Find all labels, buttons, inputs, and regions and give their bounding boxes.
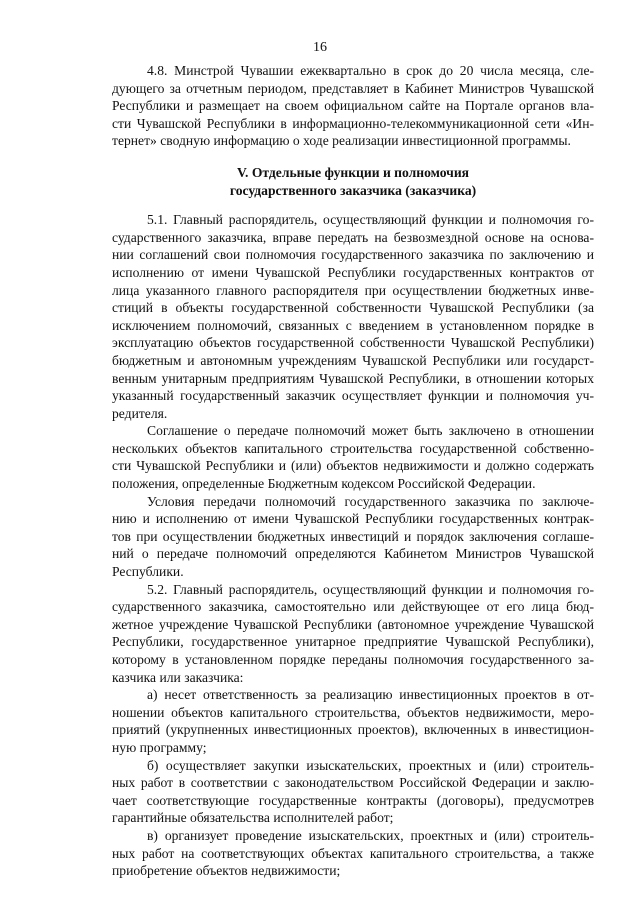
list-item-v — [112, 827, 594, 880]
paragraph-5-2 — [112, 581, 594, 687]
text-line: 4.8. Минстрой Чувашии ежеквартально в срок до 20 числа месяца, сле- — [147, 63, 594, 78]
text-line: редителя. — [112, 405, 168, 421]
text-line: приобретение объектов недвижимости; — [112, 863, 341, 879]
text-line: сударственного заказчика, вправе передать на безвозмездной основе на основа- — [112, 229, 594, 245]
text-line: исключением полномочий, связанных с введением в установленном порядке в — [112, 317, 594, 333]
text-line: Республики и размещает на своем официальном сайте на Портале органов вла- — [112, 98, 594, 114]
text-line: приятий (укрупненных инвестиционных проектов), включенных в инвестицион- — [112, 722, 594, 738]
text-line: сударственного заказчика, самостоятельно или действующее от его лица бюд- — [112, 599, 594, 615]
text-line: нескольких объектов капитального строительства государственной собственно- — [112, 440, 594, 456]
document-body — [112, 62, 594, 880]
text-line: б) осуществляет закупки изыскательских, проектных и (или) строитель- — [147, 757, 594, 773]
text-line: жетное учреждение Чувашской Республики (автономное учреждение Чувашской — [112, 616, 594, 632]
text-line: а) несет ответственность за реализацию инвестиционных проектов в от- — [147, 687, 594, 703]
paragraph-agreement — [112, 422, 594, 492]
text-line: государственного заказчика (заказчика) — [229, 182, 477, 198]
text-line: эксплуатацию объектов государственной собственности Чувашской Республики) — [112, 335, 594, 351]
text-line: сти Чувашской Республики в информационно-телекоммуникационной сети «Ин- — [112, 115, 594, 131]
text-line: дующего за отчетным периодом, представляет в Кабинет Министров Чувашской — [112, 80, 594, 96]
paragraph-4-8 — [112, 62, 594, 150]
text-line: ную программу; — [112, 739, 207, 755]
paragraph-conditions — [112, 493, 594, 581]
text-line: казчика или заказчика: — [112, 669, 244, 685]
text-line: нии соглашений свои полномочия государственного заказчика по заключению и — [112, 247, 594, 263]
text-line: чает соответствующие государственные контракты (договоры), предусмотрев — [112, 792, 594, 808]
text-line: исполнению от имени Чувашской Республики государственных контрактов от — [112, 264, 594, 280]
list-item-b — [112, 757, 594, 827]
text-line: тов при осуществлении бюджетных инвестиций и порядок заключения соглаше- — [112, 528, 594, 544]
text-line: ношении объектов капитального строительства, объектов недвижимости, меро- — [112, 704, 594, 720]
section-heading — [112, 164, 594, 199]
text-line: положения, определенные Бюджетным кодексом Российской Федерации. — [112, 476, 536, 492]
text-line: лица указанного главного распорядителя при осуществлении бюджетных инве- — [112, 282, 594, 298]
text-line: указанный государственный заказчик осуществляет функции и полномочия уч- — [112, 388, 594, 404]
text-line: гарантийные обязательства исполнителей работ; — [112, 810, 394, 826]
list-item-a — [112, 686, 594, 756]
text-line: Республики. — [112, 564, 184, 580]
text-line: 5.1. Главный распорядитель, осуществляющий функции и полномочия го- — [147, 212, 594, 228]
text-line: 5.2. Главный распорядитель, осуществляющий функции и полномочия го- — [147, 581, 594, 597]
text-line: в) организует проведение изыскательских, проектных и (или) строитель- — [147, 827, 594, 843]
text-line: Условия передачи полномочий государственного заказчика по заключе- — [147, 493, 594, 509]
text-line: Соглашение о передаче полномочий может быть заключено в отношении — [147, 423, 594, 439]
text-line: венным унитарным предприятиям Чувашской Республики, в отношении которых — [112, 370, 594, 386]
text-line: тернет» сводную информацию о ходе реализации инвестиционной программы. — [112, 133, 571, 149]
text-line: ных работ на соответствующих объектах капитального строительства, а также — [112, 845, 594, 861]
text-line: стиций в объекты государственной собственности Чувашской Республики (за — [112, 300, 594, 316]
paragraph-5-1 — [112, 211, 594, 422]
text-line: ний о передаче полномочий определяются Кабинетом Министров Чувашской — [112, 546, 594, 562]
page-number: 16 — [313, 40, 327, 55]
text-line: Республики, государственное унитарное предприятие Чувашской Республики), — [112, 634, 594, 650]
text-line: нию и исполнению от имени Чувашской Республики государственных контрак- — [112, 511, 594, 527]
text-line: бюджетным и автономным учреждениям Чувашской Республики или государст- — [112, 352, 594, 368]
text-line: V. Отдельные функции и полномочия — [236, 164, 469, 180]
text-line: которому в установленном порядке переданы полномочия государственного за- — [112, 652, 594, 667]
text-line: ных работ в соответствии с законодательством Российской Федерации и заклю- — [112, 775, 594, 791]
text-line: сти Чувашской Республики и (или) объектов недвижимости и должно содержать — [112, 458, 594, 474]
